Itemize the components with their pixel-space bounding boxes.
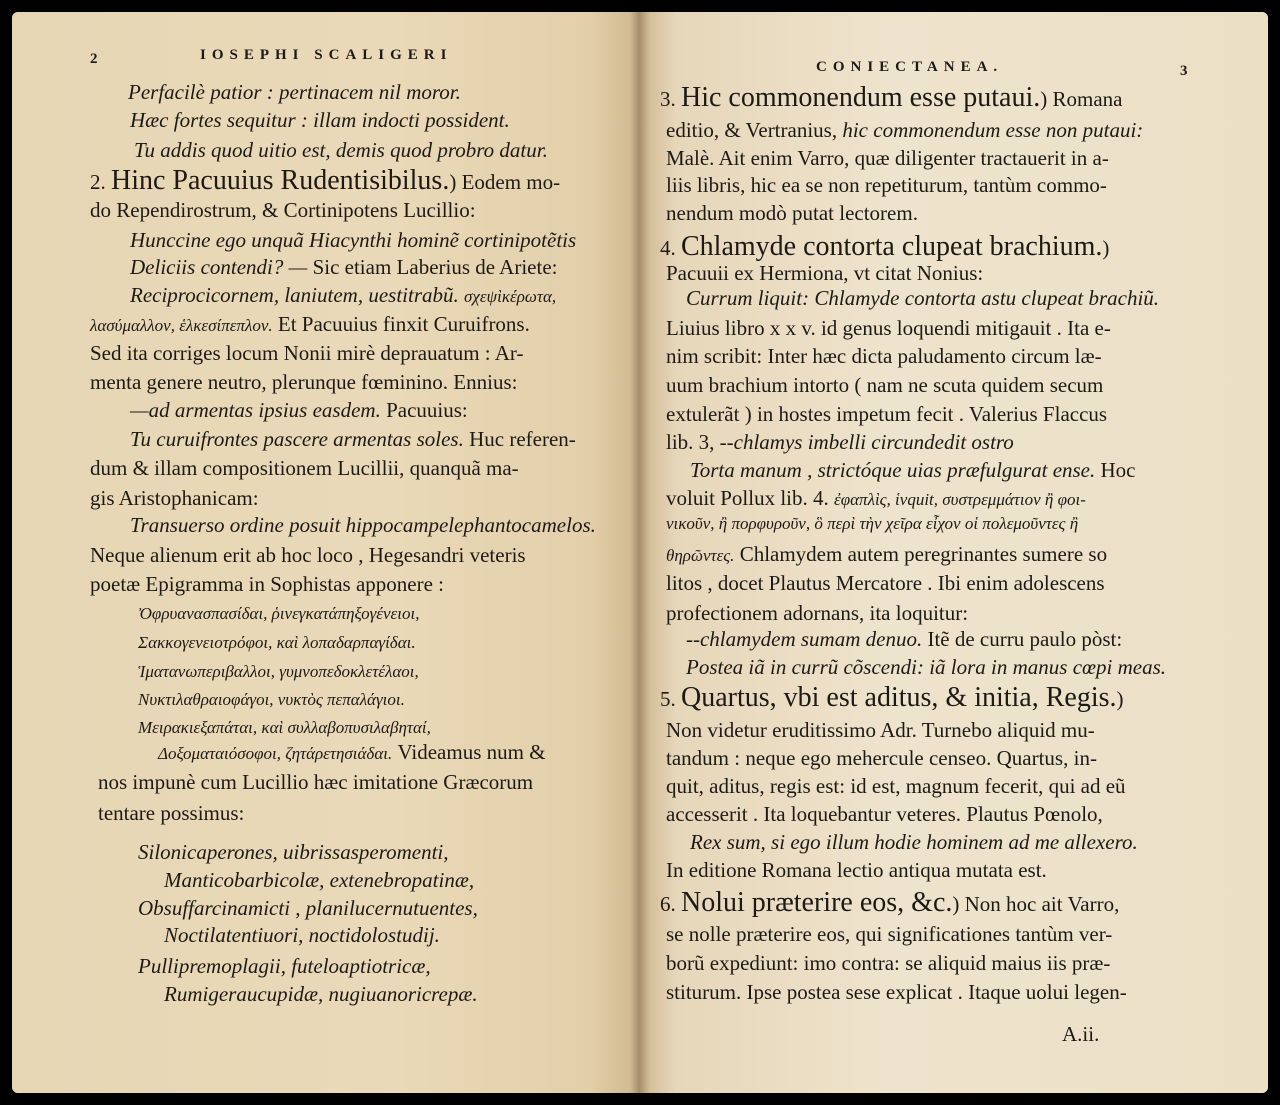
text-span: Torta manum , strictóque uias præfulgurat ense. [690,458,1096,482]
text-span: Tu curuifrontes pascere armentas soles. [130,427,464,451]
text-span: Liuius libro x x v. id genus loquendi mitigauit . Ita e- [666,316,1111,340]
text-line [130,429,576,450]
text-span: uum brachium intorto ( nam ne scuta quidem secum [666,373,1104,397]
text-span: do Rependirostrum, & Cortinipotens Lucillio: [90,198,476,222]
text-line [690,832,1138,853]
text-line [666,748,1097,769]
text-span: Itẽ de curru paulo pòst: [922,627,1123,651]
text-span: Chlamydem autem peregrinantes sumere so [734,542,1108,566]
text-line [666,148,1109,169]
greek-text: Νυκτιλαθραιοφάγοι, νυκτὸς πεπαλάγιοι. [138,690,405,709]
right-page [638,12,1268,1093]
text-line [164,870,474,891]
text-span: —ad armentas ipsius easdem. [130,398,381,422]
text-span: Deliciis contendi? — [130,255,313,279]
text-span: ) [1102,236,1110,260]
text-span: Reciprocicornem, laniutem, uestitrabũ. [130,283,464,307]
page-number: 2 [90,51,98,67]
text-line [98,772,533,793]
text-line [666,982,1127,1003]
text-span: 6. [660,892,681,916]
text-span: In editione Romana lectio antiqua mutata est. [666,858,1047,882]
text-span: ) Eodem mo- [449,170,561,194]
text-span: tentare possimus: [98,801,245,825]
text-span: --chlamydem sumam denuo. [686,627,923,651]
text-line [666,432,1014,453]
text-span: voluit Pollux lib. 4. [666,486,835,510]
text-span: Malè. Ait enim Varro, quæ diligenter tractauerit in a- [666,146,1109,170]
signature-mark: A.ii. [1062,1022,1100,1046]
greek-text: σχεψὶκέρωτα, [464,287,557,306]
text-span: borũ expediunt: imo contra: se aliquid maius iis præ- [666,951,1111,975]
text-span: Rumigeraucupidæ, nugiuanoricrepæ. [164,982,478,1006]
text-line [138,956,431,977]
text-span: chlamys imbelli circundedit ostro [733,430,1014,454]
text-line [98,803,244,824]
section-heading: Hic commonendum esse putaui. [681,82,1041,113]
text-span: Pacuuius: [380,398,468,422]
text-span: nim scribit: Inter hæc dicta paludamento circum læ- [666,344,1102,368]
running-head: CONIECTANEA. [816,59,1004,75]
text-span: Hoc [1095,458,1136,482]
text-span: Rex sum, si ego illum hodie hominem ad me allexero. [690,830,1138,854]
section-heading: Quartus, vbi est aditus, & initia, Regis. [681,682,1117,713]
text-span: Transuerso ordine posuit hippocampelephantocamelos. [130,513,596,537]
text-span: Hunccine ego unquã Hiacynthi hominẽ cortinipotẽtis [130,228,577,252]
running-head: IOSEPHI SCALIGERI [200,47,453,63]
text-span: Noctilatentiuori, noctidolostudij. [164,923,440,947]
greek-text: ἐφαπλὶς, ἱνquit, συστρεμμάτιον ἢ φοι- [834,490,1086,509]
text-span: ) Non hoc ait Varro, [952,892,1120,916]
text-line [90,372,517,393]
text-line [130,285,556,306]
text-span: Non videtur eruditissimo Adr. Turnebo aliquid mu- [666,718,1095,742]
text-line [130,230,576,251]
text-span: quit, aditus, regis est: id est, magnum fecerit, qui ad eũ [666,774,1126,798]
text-span: Sic etiam Laberius de Ariete: [312,255,558,279]
text-span: Tu addis quod uitio est, demis quod probro datur. [134,138,548,162]
text-span: se nolle præterire eos, qui significationes tantùm ver- [666,922,1113,946]
section-heading: Nolui præterire eos, &c. [681,887,953,918]
text-span: gis Aristophanicam: [90,486,259,510]
text-line [666,720,1095,741]
left-page [12,12,638,1093]
text-line [90,200,476,221]
text-span: editio, & Vertranius, [666,118,843,142]
text-span: ) [1116,687,1124,711]
text-span: 5. [660,687,681,711]
text-line [690,460,1136,481]
greek-text: Ἱματανωπεριβαλλοι, γυμνοπεδοκλετέλαοι, [138,662,419,681]
greek-text: Μειρακιεξαπάται, καὶ συλλαβοπυσιλαβηταί, [138,718,431,737]
text-line [686,288,1159,309]
text-line [666,544,1107,565]
text-line [130,257,557,278]
text-line [686,657,1166,678]
text-line [666,375,1103,396]
text-line [666,404,1107,425]
text-line [130,400,468,421]
text-span: liis libris, hic ea se non repetiturum, tantùm commo- [666,173,1107,197]
text-line [138,663,419,681]
text-span: Pacuuii ex Hermiona, vt citat Nonius: [666,261,984,285]
text-line [666,263,983,284]
text-line [666,515,1078,533]
text-line [666,953,1110,974]
text-line [138,605,419,623]
text-line [130,515,596,536]
text-line [666,603,968,624]
book-gutter [630,12,650,1093]
text-span: Pullipremoplagii, futeloaptiotricæ, [138,954,431,978]
text-span: Et Pacuuius finxit Curuifrons. [272,312,530,336]
text-line [130,110,510,131]
text-line [138,634,416,652]
greek-text: θηρῶντες. [666,546,735,565]
text-line [90,343,523,364]
text-span: Perfacilè patior : pertinacem nil moror. [128,80,461,104]
text-span: Neque alienum erit ab hoc loco , Hegesandri veteris [90,543,526,567]
greek-text: Ὀφρυανασπασίδαι, ῥινεγκατάπηξογένειοι, [138,604,420,623]
text-line [660,84,1123,112]
text-line [666,776,1126,797]
text-line [138,898,478,919]
text-line [660,889,1119,917]
text-line [138,691,405,709]
text-line [158,742,546,763]
text-line [666,203,918,224]
greek-text: Σακκογενειοτρόφοι, καὶ λοπαδαρπαγίδαι. [138,633,416,652]
text-line [138,719,431,737]
text-line [90,458,519,479]
text-span: nendum modò putat lectorem. [666,201,918,225]
text-span: Currum liquit: Chlamyde contorta astu clupeat brachiũ. [686,286,1160,310]
text-span: accesserit . Ita loquebantur veteres. Plautus Pœnolo, [666,802,1103,826]
text-line [164,984,478,1005]
text-span: Manticobarbicolæ, extenebropatinæ, [164,868,475,892]
text-span: litos , docet Plautus Mercatore . Ibi enim adolescens [666,571,1105,595]
text-span: hic commonendum esse non putaui: [842,118,1144,142]
text-span: Postea iã in currũ cõscendi: iã lora in manus cœpi meas. [686,655,1167,679]
text-span: ) Romana [1040,87,1123,111]
text-line [666,860,1047,881]
text-line [666,120,1143,141]
text-span: 2. [90,170,111,194]
text-span: Huc referen- [463,427,576,451]
text-line [660,233,1109,261]
text-line [164,925,440,946]
text-span: profectionem adornans, ita loquitur: [666,601,969,625]
text-line [138,842,449,863]
text-span: stiturum. Ipse postea sese explicat . Itaque uolui legen- [666,980,1127,1004]
text-line [666,573,1105,594]
section-heading: Chlamyde contorta clupeat brachium. [681,231,1103,262]
text-line [90,314,530,335]
text-span: Hæc fortes sequitur : illam indocti possident. [130,108,510,132]
greek-text: νικοῦν, ἢ πορφυροῦν, ὃ περὶ τὴν χεῖρα εἶχον οἱ πολεμοῦντες ἢ [666,514,1079,533]
text-line [666,175,1107,196]
text-line [686,629,1122,650]
text-span: Silonicaperones, uibrissasperomenti, [138,840,449,864]
text-line [666,488,1086,509]
text-span: dum & illam compositionem Lucillii, quanquã ma- [90,456,519,480]
text-span: Sed ita corriges locum Nonii mirè deprauatum : Ar- [90,341,524,365]
page-number: 3 [1180,63,1188,79]
text-line [660,684,1124,712]
text-span: Videamus num & [392,740,546,764]
text-line [666,318,1111,339]
text-span: tandum : neque ego mehercule censeo. Quartus, in- [666,746,1097,770]
text-span: menta genere neutro, plerunque fœminino. Ennius: [90,370,518,394]
text-span: extulerãt ) in hostes impetum fecit . Valerius Flaccus [666,402,1108,426]
text-line [666,804,1103,825]
text-span: Obsuffarcinamicti , planilucernutuentes, [138,896,478,920]
text-span: 4. [660,236,681,260]
text-line [134,140,548,161]
text-span: lib. 3, -- [666,430,734,454]
text-line [90,574,444,595]
text-line [90,167,560,195]
text-line [666,924,1112,945]
book-spread [12,12,1268,1093]
section-heading: Hinc Pacuuius Rudentisibilus. [111,165,450,196]
text-span: 3. [660,87,681,111]
text-line [666,346,1102,367]
text-span: nos impunè cum Lucillio hæc imitatione Græcorum [98,770,534,794]
greek-text: Δοξοματαιόσοφοι, ζητάρετησιάδαι. [158,744,393,763]
text-line [128,82,461,103]
text-span: poetæ Epigramma in Sophistas apponere : [90,572,445,596]
text-line [90,545,526,566]
text-line [90,488,259,509]
greek-text: λασύμαλλον, ἑλκεσίπεπλον. [90,316,273,335]
